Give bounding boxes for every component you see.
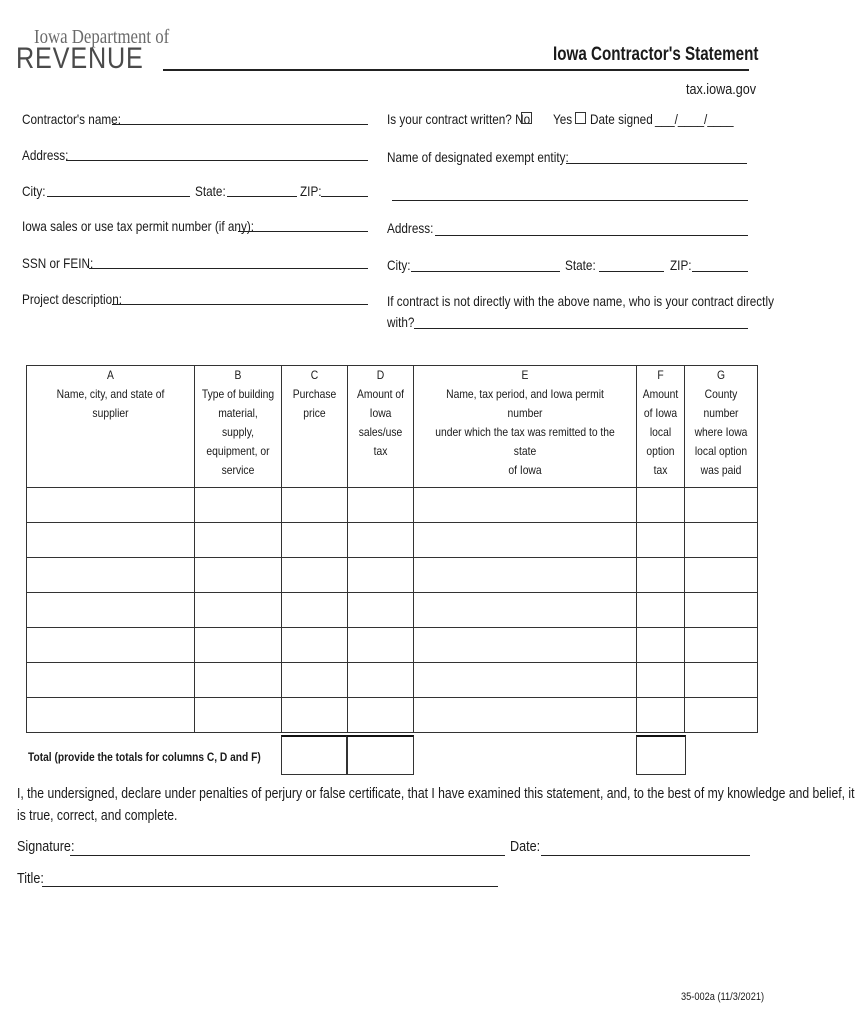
date-field[interactable] (541, 855, 750, 856)
entity-state-field[interactable] (599, 271, 664, 272)
total-iowa-tax-field[interactable] (346, 735, 414, 775)
table-cell-b[interactable] (195, 593, 282, 628)
entity-state-label: State: (565, 257, 596, 273)
contract-written-label: Is your contract written? No (387, 111, 531, 127)
state-field[interactable] (227, 196, 297, 197)
table-cell-e[interactable] (414, 593, 637, 628)
form-number: 35-002a (11/3/2021) (681, 991, 765, 1003)
table-cell-c[interactable] (282, 628, 348, 663)
column-description-line: service (221, 463, 255, 477)
website-link[interactable]: tax.iowa.gov (686, 81, 757, 98)
table-cell-b[interactable] (195, 628, 282, 663)
table-row (27, 698, 758, 733)
column-header-a (27, 366, 195, 488)
column-description-line: number (703, 406, 739, 420)
table-cell-a[interactable] (27, 488, 195, 523)
table-cell-c[interactable] (282, 698, 348, 733)
table-cell-f[interactable] (637, 698, 685, 733)
table-cell-c[interactable] (282, 558, 348, 593)
no-checkbox[interactable] (521, 112, 532, 124)
table-cell-f[interactable] (637, 628, 685, 663)
column-letter: B (234, 368, 242, 382)
column-description-line: option (646, 444, 675, 458)
column-description-line: under which the tax was remitted to the state (435, 425, 615, 458)
table-cell-e[interactable] (414, 488, 637, 523)
total-label: Total (provide the totals for columns C, D and F) (28, 750, 261, 764)
contractor-name-field[interactable] (112, 124, 368, 125)
column-description-line: Name, city, and state of supplier (56, 387, 165, 420)
table-cell-f[interactable] (637, 488, 685, 523)
column-description-line: where Iowa (694, 425, 748, 439)
signature-field[interactable] (70, 855, 505, 856)
column-description-line: Amount of (356, 387, 405, 401)
column-description-line: tax (653, 463, 668, 477)
state-label: State: (195, 183, 226, 199)
table-cell-e[interactable] (414, 558, 637, 593)
column-header-b (195, 366, 282, 488)
column-description-line: Amount (642, 387, 679, 401)
page-title: Iowa Contractor's Statement (553, 44, 759, 65)
project-field[interactable] (112, 304, 368, 305)
table-cell-c[interactable] (282, 523, 348, 558)
entity-city-label: City: (387, 257, 411, 273)
table-cell-e[interactable] (414, 628, 637, 663)
column-description-line: of Iowa (508, 463, 542, 477)
column-description-line: Purchase (292, 387, 337, 401)
table-cell-a[interactable] (27, 628, 195, 663)
date-signed-field[interactable]: ___/____/____ (655, 111, 734, 127)
table-cell-b[interactable] (195, 698, 282, 733)
column-description-line: equipment, or (206, 444, 270, 458)
table-cell-f[interactable] (637, 663, 685, 698)
permit-label: Iowa sales or use tax permit number (if any): (22, 218, 255, 234)
exempt-entity-label: Name of designated exempt entity: (387, 149, 569, 165)
table-cell-f[interactable] (637, 593, 685, 628)
table-cell-a[interactable] (27, 558, 195, 593)
table-cell-c[interactable] (282, 663, 348, 698)
not-direct-label: If contract is not directly with the above name, who is your contract directly (387, 293, 774, 309)
column-letter: E (521, 368, 529, 382)
table-cell-d[interactable] (348, 628, 414, 663)
table-cell-d[interactable] (348, 698, 414, 733)
table-cell-g[interactable] (685, 628, 758, 663)
table-cell-a[interactable] (27, 523, 195, 558)
table-cell-g[interactable] (685, 663, 758, 698)
table-row (27, 628, 758, 663)
yes-checkbox[interactable] (575, 112, 586, 124)
column-description-line: sales/use (358, 425, 403, 439)
table-cell-b[interactable] (195, 663, 282, 698)
exempt-entity-field-2[interactable] (392, 200, 748, 201)
title-label: Title: (17, 870, 44, 887)
column-header-e (414, 366, 637, 488)
supplier-table (26, 365, 758, 733)
logo-department-text: Iowa Department of (34, 26, 170, 48)
contract-with-field[interactable] (414, 328, 748, 329)
table-cell-f[interactable] (637, 558, 685, 593)
table-cell-a[interactable] (27, 698, 195, 733)
table-cell-g[interactable] (685, 558, 758, 593)
entity-zip-label: ZIP: (670, 257, 692, 273)
table-cell-c[interactable] (282, 593, 348, 628)
column-letter: D (376, 368, 385, 382)
column-description-line: County (704, 387, 738, 401)
column-description-line: material, supply, (218, 406, 258, 439)
entity-zip-field[interactable] (692, 271, 748, 272)
column-description-line: Type of building (201, 387, 275, 401)
column-description-line: was paid (700, 463, 742, 477)
title-rule (163, 69, 749, 71)
column-letter: F (657, 368, 664, 382)
column-description-line: of Iowa (643, 406, 678, 420)
table-row (27, 523, 758, 558)
table-row (27, 558, 758, 593)
total-purchase-price-field[interactable] (281, 735, 348, 775)
entity-address-label: Address: (387, 220, 434, 236)
table-cell-c[interactable] (282, 488, 348, 523)
column-description-line: tax (373, 444, 388, 458)
zip-label: ZIP: (300, 183, 322, 199)
table-cell-d[interactable] (348, 558, 414, 593)
date-label: Date: (510, 838, 541, 855)
city-label: City: (22, 183, 46, 199)
date-signed-label: Date signed (590, 111, 653, 127)
with-label: with? (387, 314, 415, 330)
column-letter: A (107, 368, 114, 382)
entity-address-field[interactable] (435, 235, 748, 236)
table-cell-e[interactable] (414, 523, 637, 558)
column-description-line: Name, tax period, and Iowa permit number (446, 387, 604, 420)
entity-city-field[interactable] (411, 271, 560, 272)
table-cell-d[interactable] (348, 593, 414, 628)
project-label: Project description: (22, 291, 123, 307)
table-cell-d[interactable] (348, 488, 414, 523)
table-header-row (27, 366, 758, 488)
exempt-entity-field[interactable] (566, 163, 747, 164)
table-cell-a[interactable] (27, 663, 195, 698)
column-description-line: local option (694, 444, 748, 458)
table-cell-b[interactable] (195, 558, 282, 593)
column-header-f (637, 366, 685, 488)
table-cell-d[interactable] (348, 663, 414, 698)
column-description-line: local (649, 425, 672, 439)
contractor-name-label: Contractor's name: (22, 111, 121, 127)
table-cell-f[interactable] (637, 523, 685, 558)
city-field[interactable] (47, 196, 190, 197)
address-label: Address: (22, 147, 69, 163)
yes-label: Yes (553, 111, 573, 127)
column-letter: C (310, 368, 319, 382)
declaration-line-2: is true, correct, and complete. (17, 808, 178, 824)
total-local-option-tax-field[interactable] (636, 735, 686, 775)
title-field[interactable] (42, 886, 498, 887)
table-cell-g[interactable] (685, 593, 758, 628)
table-cell-b[interactable] (195, 523, 282, 558)
ssn-field[interactable] (89, 268, 368, 269)
column-header-d (348, 366, 414, 488)
ssn-label: SSN or FEIN: (22, 255, 94, 271)
table-row (27, 593, 758, 628)
table-cell-g[interactable] (685, 698, 758, 733)
column-description-line: price (303, 406, 326, 420)
table-row (27, 488, 758, 523)
table-row (27, 663, 758, 698)
signature-label: Signature: (17, 838, 75, 855)
column-header-g (685, 366, 758, 488)
table-cell-d[interactable] (348, 523, 414, 558)
table-cell-a[interactable] (27, 593, 195, 628)
table-cell-b[interactable] (195, 488, 282, 523)
column-description-line: Iowa (369, 406, 392, 420)
column-header-c (282, 366, 348, 488)
zip-field[interactable] (321, 196, 368, 197)
permit-field[interactable] (238, 231, 368, 232)
logo-revenue-text: REVENUE (16, 42, 144, 75)
table-cell-g[interactable] (685, 488, 758, 523)
table-cell-e[interactable] (414, 663, 637, 698)
table-cell-g[interactable] (685, 523, 758, 558)
column-letter: G (716, 368, 726, 382)
table-cell-e[interactable] (414, 698, 637, 733)
address-field[interactable] (66, 160, 368, 161)
declaration-line-1: I, the undersigned, declare under penalties of perjury or false certificate, that I have examined this statement, and, to the best of my knowledge and belief, it (17, 786, 855, 802)
